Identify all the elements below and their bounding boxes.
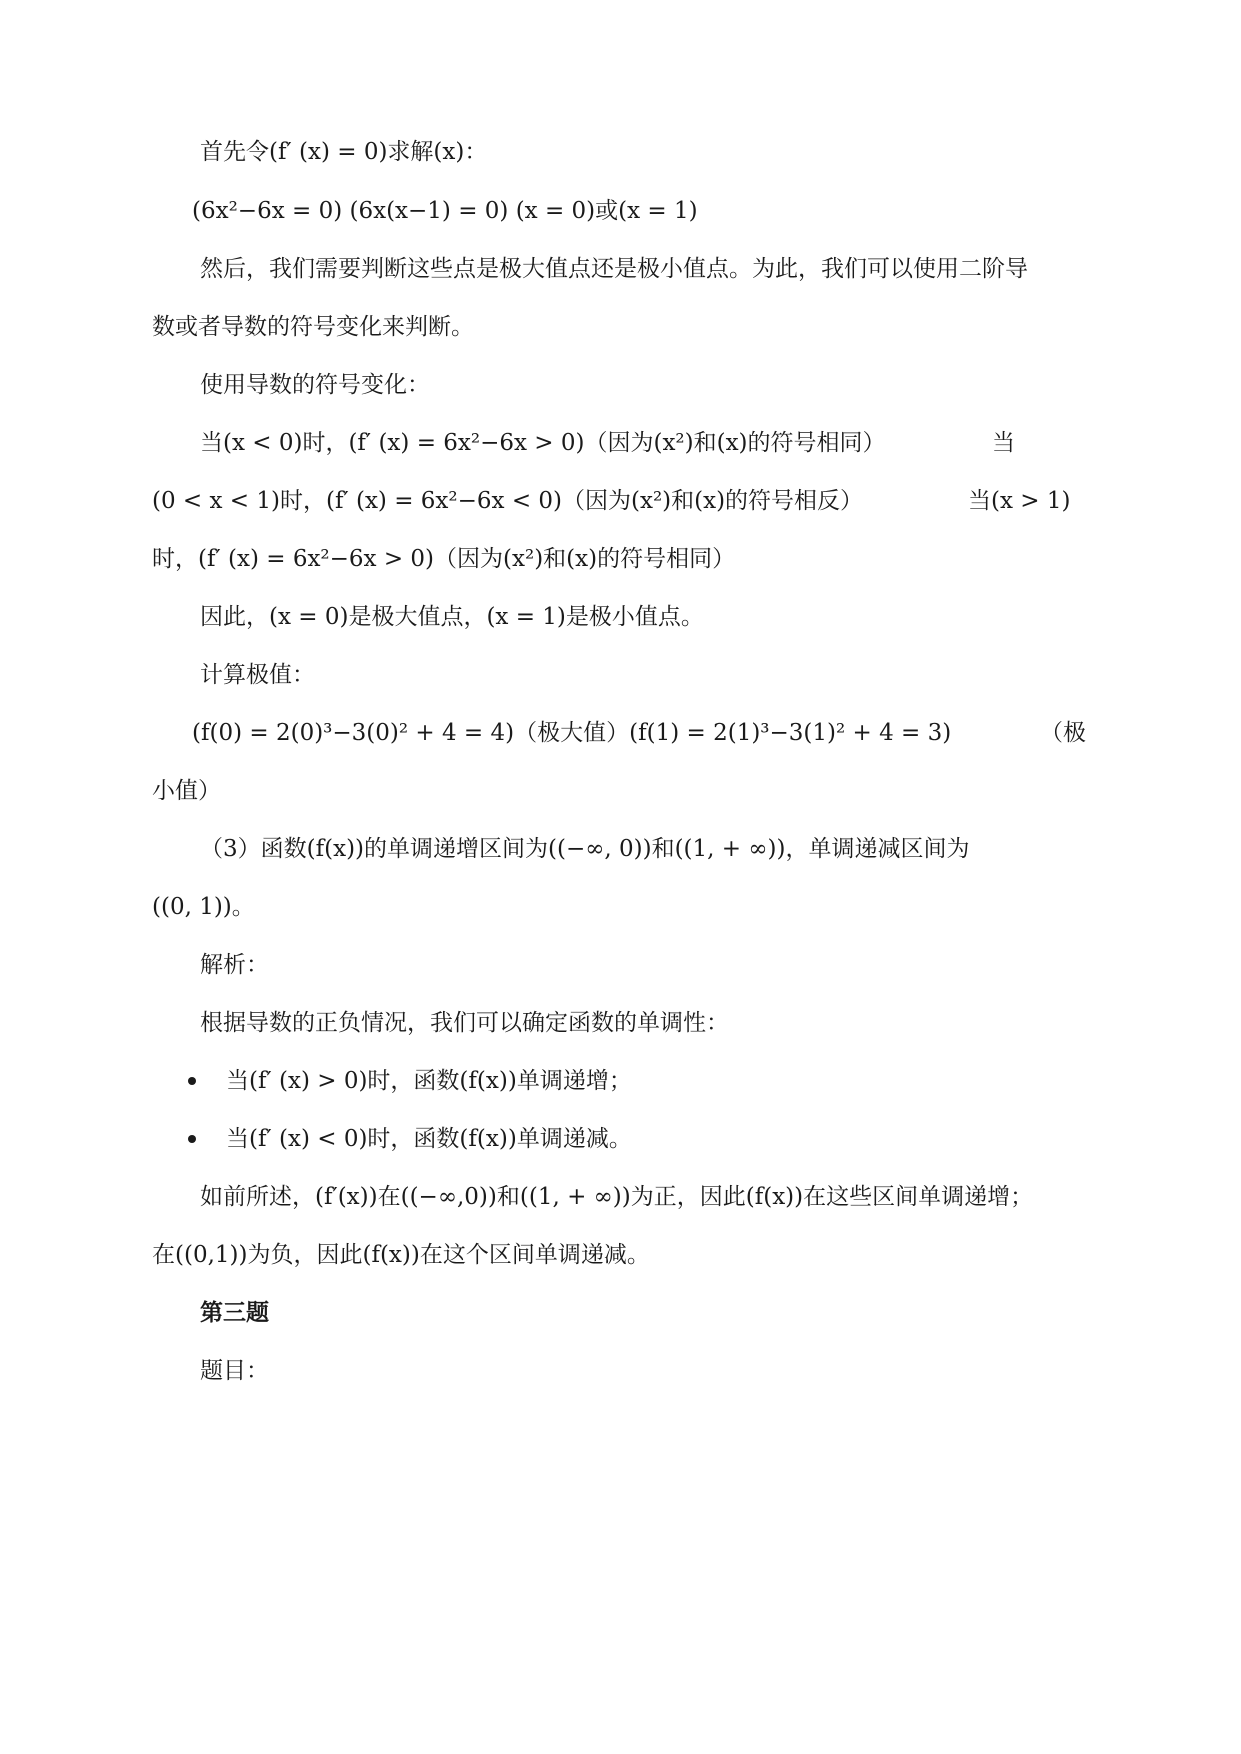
- extreme-values-line: (f(0) = 2(0)³−3(0)² + 4 = 4)（极大值）(f(1) = 2(1)³−3(1)² + 4 = 3): [192, 720, 952, 746]
- list-item: 当(f′ (x) < 0)时，函数(f(x))单调递减。: [226, 1126, 632, 1152]
- extreme-values-continuation: （极: [1040, 720, 1086, 746]
- paragraph-line: 根据导数的正负情况，我们可以确定函数的单调性：: [200, 1010, 729, 1036]
- analysis-label: 解析：: [200, 952, 269, 978]
- paragraph-line: 计算极值：: [200, 662, 315, 688]
- paragraph-line: 使用导数的符号变化：: [200, 372, 430, 398]
- list-item: 当(f′ (x) > 0)时，函数(f(x))单调递增；: [226, 1068, 632, 1094]
- paragraph-line: 然后，我们需要判断这些点是极大值点还是极小值点。为此，我们可以使用二阶导: [200, 256, 1028, 282]
- paragraph-line: 数或者导数的符号变化来判断。: [152, 314, 474, 340]
- solve-derivative-line: 首先令(f′ (x) = 0)求解(x)：: [200, 139, 488, 165]
- sign-case-continuation: 当(x > 1): [968, 488, 1071, 514]
- sign-case-continuation: 当: [992, 430, 1015, 456]
- monotonic-interval-line: （3）函数(f(x))的单调递增区间为((−∞, 0))和((1, + ∞))，单调递减区间为: [200, 836, 970, 862]
- conclusion-line: 因此，(x = 0)是极大值点，(x = 1)是极小值点。: [200, 604, 704, 630]
- section-heading: 第三题: [200, 1299, 269, 1326]
- bullet-icon: [188, 1135, 196, 1143]
- sign-case-line: 当(x < 0)时，(f′ (x) = 6x²−6x > 0)（因为(x²)和(x)的符号相同）: [200, 430, 886, 456]
- paragraph-line: 在((0,1))为负，因此(f(x))在这个区间单调递减。: [152, 1242, 650, 1268]
- bullet-icon: [188, 1077, 196, 1085]
- paragraph-line: 小值）: [152, 778, 221, 804]
- equation-roots-line: (6x²−6x = 0) (6x(x−1) = 0) (x = 0)或(x = 1): [192, 198, 698, 224]
- paragraph-line: 如前所述，(f′(x))在((−∞,0))和((1, + ∞))为正，因此(f(x))在这些区间单调递增；: [200, 1184, 1034, 1210]
- sign-case-line: (0 < x < 1)时，(f′ (x) = 6x²−6x < 0)（因为(x²)和(x)的符号相反）: [152, 488, 864, 514]
- sign-case-line: 时，(f′ (x) = 6x²−6x > 0)（因为(x²)和(x)的符号相同）: [152, 546, 736, 572]
- paragraph-line: ((0, 1))。: [152, 894, 255, 920]
- question-label: 题目：: [200, 1358, 269, 1384]
